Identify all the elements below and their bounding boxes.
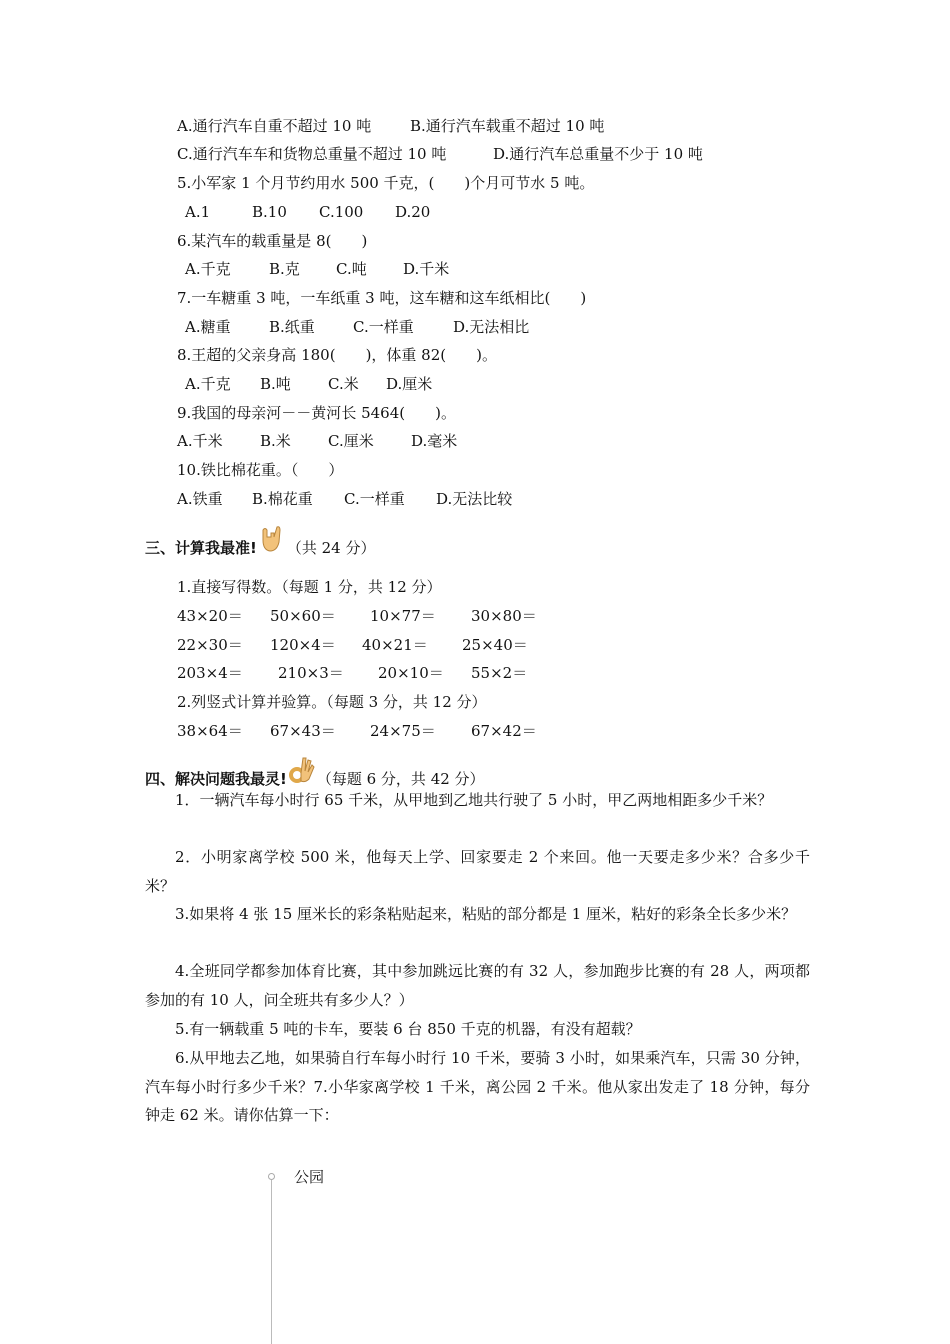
calc: 50×60＝ — [270, 607, 336, 625]
calc: 43×20＝ — [177, 607, 243, 625]
calc: 210×3＝ — [278, 664, 344, 682]
q4-option-a: A.通行汽车自重不超过 10 吨 — [177, 117, 372, 135]
q5-option-c: C.100 — [319, 203, 364, 221]
q4-option-c: C.通行汽车车和货物总重量不超过 10 吨 — [177, 145, 447, 163]
q10-text: 10.铁比棉花重。（ ） — [177, 461, 344, 479]
q6-option-d: D.千米 — [403, 260, 450, 278]
q10-option-c: C.一样重 — [344, 490, 405, 508]
problem-3: 3.如果将 4 张 15 厘米长的彩条粘贴起来，粘贴的部分都是 1 厘米，粘好的彩条全长多少米？ — [175, 905, 797, 923]
calc: 40×21＝ — [362, 636, 428, 654]
rock-hand-icon — [257, 524, 287, 552]
q9-text: 9.我国的母亲河－－黄河长 5464( )。 — [177, 404, 456, 422]
calc: 20×10＝ — [378, 664, 444, 682]
calc: 203×4＝ — [177, 664, 243, 682]
q4-option-b: B.通行汽车载重不超过 10 吨 — [410, 117, 605, 135]
q8-option-b: B.吨 — [260, 375, 291, 393]
q8-option-d: D.厘米 — [386, 375, 433, 393]
q8-option-c: C.米 — [328, 375, 359, 393]
section4-title: 四、解决问题我最灵! — [145, 770, 287, 788]
problem-1: 1．一辆汽车每小时行 65 千米，从甲地到乙地共行驶了 5 小时，甲乙两地相距多少千米？ — [175, 791, 773, 809]
q10-option-b: B.棉花重 — [252, 490, 313, 508]
q9-option-c: C.厘米 — [328, 432, 374, 450]
ok-hand-icon — [287, 755, 317, 783]
q9-option-b: B.米 — [260, 432, 291, 450]
diagram-label-park: 公园 — [294, 1168, 325, 1186]
calc: 38×64＝ — [177, 722, 243, 740]
section3-title: 三、计算我最准! — [145, 539, 257, 557]
q8-text: 8.王超的父亲身高 180( )，体重 82( )。 — [177, 346, 497, 364]
calc: 67×43＝ — [270, 722, 336, 740]
q5-text: 5.小军家 1 个月节约用水 500 千克，( )个月可节水 5 吨。 — [177, 174, 595, 192]
calc: 120×4＝ — [270, 636, 336, 654]
problem-5: 5.有一辆载重 5 吨的卡车，要装 6 台 850 千克的机器，有没有超载？ — [175, 1020, 641, 1038]
section4-heading — [145, 761, 485, 789]
section3-heading — [145, 530, 375, 558]
section4-points: （每题 6 分，共 42 分） — [316, 770, 485, 788]
q5-option-b: B.10 — [252, 203, 287, 221]
q5-option-d: D.20 — [395, 203, 431, 221]
calc: 30×80＝ — [471, 607, 537, 625]
calc: 55×2＝ — [471, 664, 528, 682]
q6-option-a: A.千克 — [185, 260, 231, 278]
calc: 25×40＝ — [462, 636, 528, 654]
q4-option-d: D.通行汽车总重量不少于 10 吨 — [493, 145, 703, 163]
q7-option-d: D.无法相比 — [453, 318, 530, 336]
calc: 67×42＝ — [471, 722, 537, 740]
section3-points: （共 24 分） — [286, 539, 376, 557]
calc: 22×30＝ — [177, 636, 243, 654]
section3-part1: 1.直接写得数。（每题 1 分，共 12 分） — [177, 578, 442, 596]
q6-text: 6.某汽车的载重量是 8( ) — [177, 232, 368, 250]
q5-option-a: A.1 — [185, 203, 211, 221]
q9-option-d: D.毫米 — [411, 432, 458, 450]
q6-option-c: C.吨 — [336, 260, 367, 278]
diagram-point — [268, 1173, 275, 1180]
q7-text: 7.一车糖重 3 吨，一车纸重 3 吨，这车糖和这车纸相比( ) — [177, 289, 587, 307]
problem-2: 2．小明家离学校 500 米，他每天上学、回家要走 2 个来回。他一天要走多少米？合多少千米？ — [145, 848, 810, 895]
problem-4: 4.全班同学都参加体育比赛，其中参加跳远比赛的有 32 人，参加跑步比赛的有 28 人，两项都参加的有 10 人，问全班共有多少人？） — [145, 962, 810, 1009]
q7-option-c: C.一样重 — [353, 318, 414, 336]
q9-option-a: A.千米 — [177, 432, 223, 450]
q7-option-b: B.纸重 — [269, 318, 315, 336]
q7-option-a: A.糖重 — [185, 318, 231, 336]
q8-option-a: A.千克 — [185, 375, 231, 393]
q10-option-a: A.铁重 — [177, 490, 223, 508]
calc: 10×77＝ — [370, 607, 436, 625]
diagram-line — [271, 1180, 272, 1344]
q10-option-d: D.无法比较 — [436, 490, 513, 508]
calc: 24×75＝ — [370, 722, 436, 740]
problem-6-7: 6.从甲地去乙地，如果骑自行车每小时行 10 千米，要骑 3 小时，如果乘汽车，只需 30 分钟，汽车每小时行多少千米？7.小华家离学校 1 千米，离公园 2 千米。他从家出发走了 18 分钟，每分钟走 62 米。请你估算一下： — [145, 1049, 810, 1125]
section3-part2: 2.列竖式计算并验算。（每题 3 分，共 12 分） — [177, 693, 487, 711]
q6-option-b: B.克 — [269, 260, 300, 278]
